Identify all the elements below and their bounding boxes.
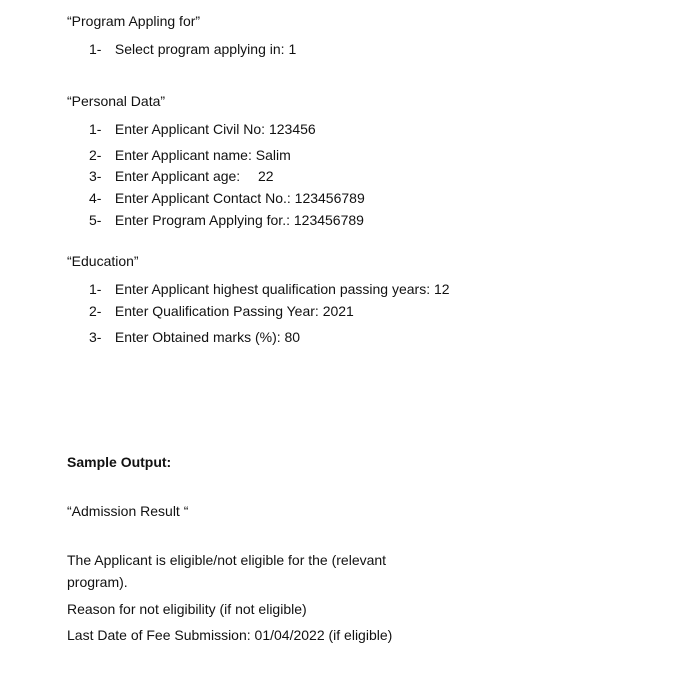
list-item-number: 1- — [89, 41, 102, 57]
list-item-label: Enter Applicant highest qualification passing years: — [114, 281, 431, 297]
list-item-label: Enter Qualification Passing Year: — [114, 303, 319, 319]
list-item-label: Enter Applicant Civil No: — [114, 121, 266, 137]
list-item — [89, 146, 291, 164]
program-section-heading: “Program Appling for” — [67, 13, 201, 29]
personal-section-heading: “Personal Data” — [67, 93, 166, 109]
education-section-heading: “Education” — [67, 253, 139, 269]
eligibility-text-line1: The Applicant is eligible/not eligible for the (relevant — [67, 552, 387, 568]
list-item-label: Select program applying in: — [114, 41, 285, 57]
eligibility-text-line2: program). — [67, 574, 128, 590]
list-item-number: 2- — [89, 147, 102, 163]
list-item-value: 22 — [257, 168, 274, 184]
reason-text: Reason for not eligibility (if not eligible) — [67, 601, 307, 617]
list-item-label: Enter Applicant Contact No.: — [114, 190, 291, 206]
list-item — [89, 40, 296, 58]
sample-output-heading: Sample Output: — [67, 454, 172, 470]
admission-result-heading: “Admission Result “ — [67, 503, 189, 519]
list-item-number: 3- — [89, 168, 102, 184]
fee-date-text: Last Date of Fee Submission: 01/04/2022 (if eligible) — [67, 627, 393, 643]
list-item-number: 5- — [89, 212, 102, 228]
list-item-value: Salim — [255, 147, 291, 163]
list-item — [89, 302, 354, 320]
list-item-number: 4- — [89, 190, 102, 206]
list-item-value: 12 — [433, 281, 450, 297]
list-item-value: 1 — [288, 41, 297, 57]
list-item-value: 123456 — [268, 121, 316, 137]
list-item-number: 2- — [89, 303, 102, 319]
list-item — [89, 120, 316, 138]
list-item — [89, 328, 300, 346]
list-item — [89, 189, 365, 207]
list-item — [89, 167, 274, 185]
list-item-label: Enter Applicant name: — [114, 147, 252, 163]
list-item-number: 1- — [89, 281, 102, 297]
list-item-label: Enter Applicant age: — [114, 168, 241, 184]
list-item — [89, 280, 450, 298]
list-item-value: 123456789 — [294, 190, 365, 206]
list-item-value: 80 — [284, 329, 301, 345]
list-item-label: Enter Program Applying for.: — [114, 212, 290, 228]
list-item-number: 3- — [89, 329, 102, 345]
list-item-number: 1- — [89, 121, 102, 137]
list-item-value: 123456789 — [293, 212, 364, 228]
list-item-label: Enter Obtained marks (%): — [114, 329, 281, 345]
list-item-value: 2021 — [322, 303, 354, 319]
list-item — [89, 211, 364, 229]
